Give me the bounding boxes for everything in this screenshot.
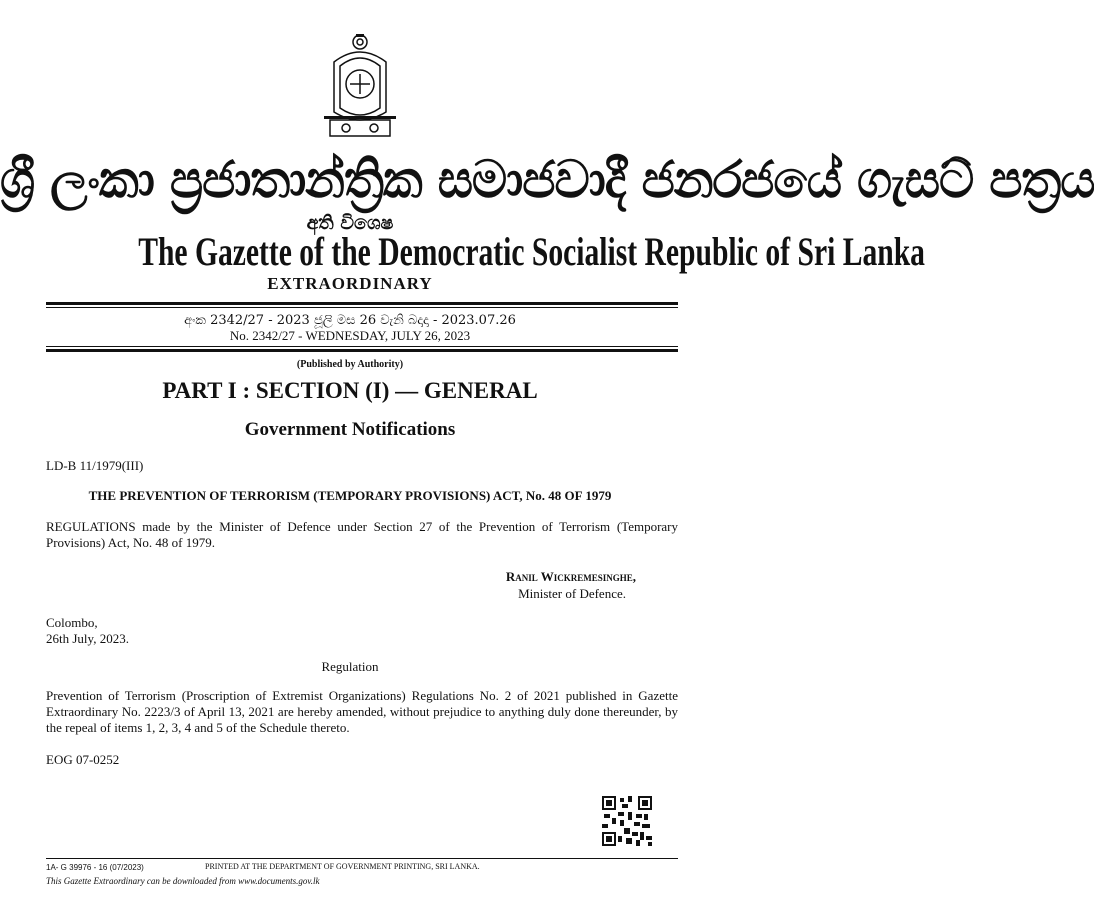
english-gazette-title bbox=[0, 228, 925, 275]
extraordinary-label: EXTRAORDINARY bbox=[267, 274, 433, 293]
section-heading: Government Notifications bbox=[244, 419, 456, 440]
signatory-name: Ranil Wickremesinghe, bbox=[505, 569, 636, 584]
signatory-title: Minister of Defence. bbox=[518, 586, 626, 601]
header-rule-top-thick bbox=[46, 302, 678, 305]
sri-lanka-emblem-icon bbox=[322, 32, 398, 140]
header-rule-bottom-thin bbox=[46, 346, 678, 347]
qr-code-icon bbox=[602, 796, 652, 846]
sinhala-gazette-title: ශ්‍රී ලංකා ප්‍රජාතාන්ත්‍රික සමාජවාදී ජනරජයේ ගැසට් පත්‍රය bbox=[0, 148, 1094, 210]
act-title: THE PREVENTION OF TERRORISM (TEMPORARY PROVISIONS) ACT, No. 48 OF 1979 bbox=[88, 488, 612, 503]
issue-line-english: No. 2342/27 - WEDNESDAY, JULY 26, 2023 bbox=[229, 328, 471, 343]
issue-line-sinhala: අංක 2342/27 - 2023 ජූලි මස 26 වැනි බදාදා - 2023.07.26 bbox=[184, 313, 516, 328]
footer-rule bbox=[46, 858, 678, 859]
regulation-text: Prevention of Terrorism (Proscription of Extremist Organizations) Regulations No. 2 of 2021 published in Gazette Extraordinary No. 2223/3 of April 13, 2021 are hereby amended, without prejudice to anything duly done thereunder, by the repeal of items 1, 2, 3, 4 and 5 of the Schedule thereto. bbox=[46, 688, 678, 735]
english-gazette-title-text: The Gazette of the Democratic Socialist Republic of Sri Lanka bbox=[138, 229, 925, 274]
footer-print-code: 1A- G 39976 - 16 (07/2023) bbox=[46, 863, 144, 872]
eog-number: EOG 07-0252 bbox=[46, 752, 120, 767]
place: Colombo, bbox=[46, 615, 98, 630]
sinhala-extraordinary-label: අති විශෙෂ bbox=[306, 212, 394, 234]
place-date-block bbox=[46, 615, 678, 647]
header-rule-bottom-thick bbox=[46, 349, 678, 352]
regulations-intro: REGULATIONS made by the Minister of Defence under Section 27 of the Prevention of Terrorism (Temporary Provisions) Act, No. 48 of 1979. bbox=[46, 519, 678, 550]
published-by-authority: (Published by Authority) bbox=[296, 359, 404, 370]
regulation-heading: Regulation bbox=[321, 659, 379, 674]
footer-download-note: This Gazette Extraordinary can be downloaded from www.documents.gov.lk bbox=[46, 876, 320, 886]
date: 26th July, 2023. bbox=[46, 631, 129, 646]
header-rule-top-thin bbox=[46, 307, 678, 308]
footer-printed-by: PRINTED AT THE DEPARTMENT OF GOVERNMENT PRINTING, SRI LANKA. bbox=[205, 862, 480, 871]
reference-number: LD-B 11/1979(III) bbox=[46, 458, 144, 473]
signature-block bbox=[440, 568, 636, 602]
part-heading: PART I : SECTION (I) — GENERAL bbox=[162, 378, 538, 403]
